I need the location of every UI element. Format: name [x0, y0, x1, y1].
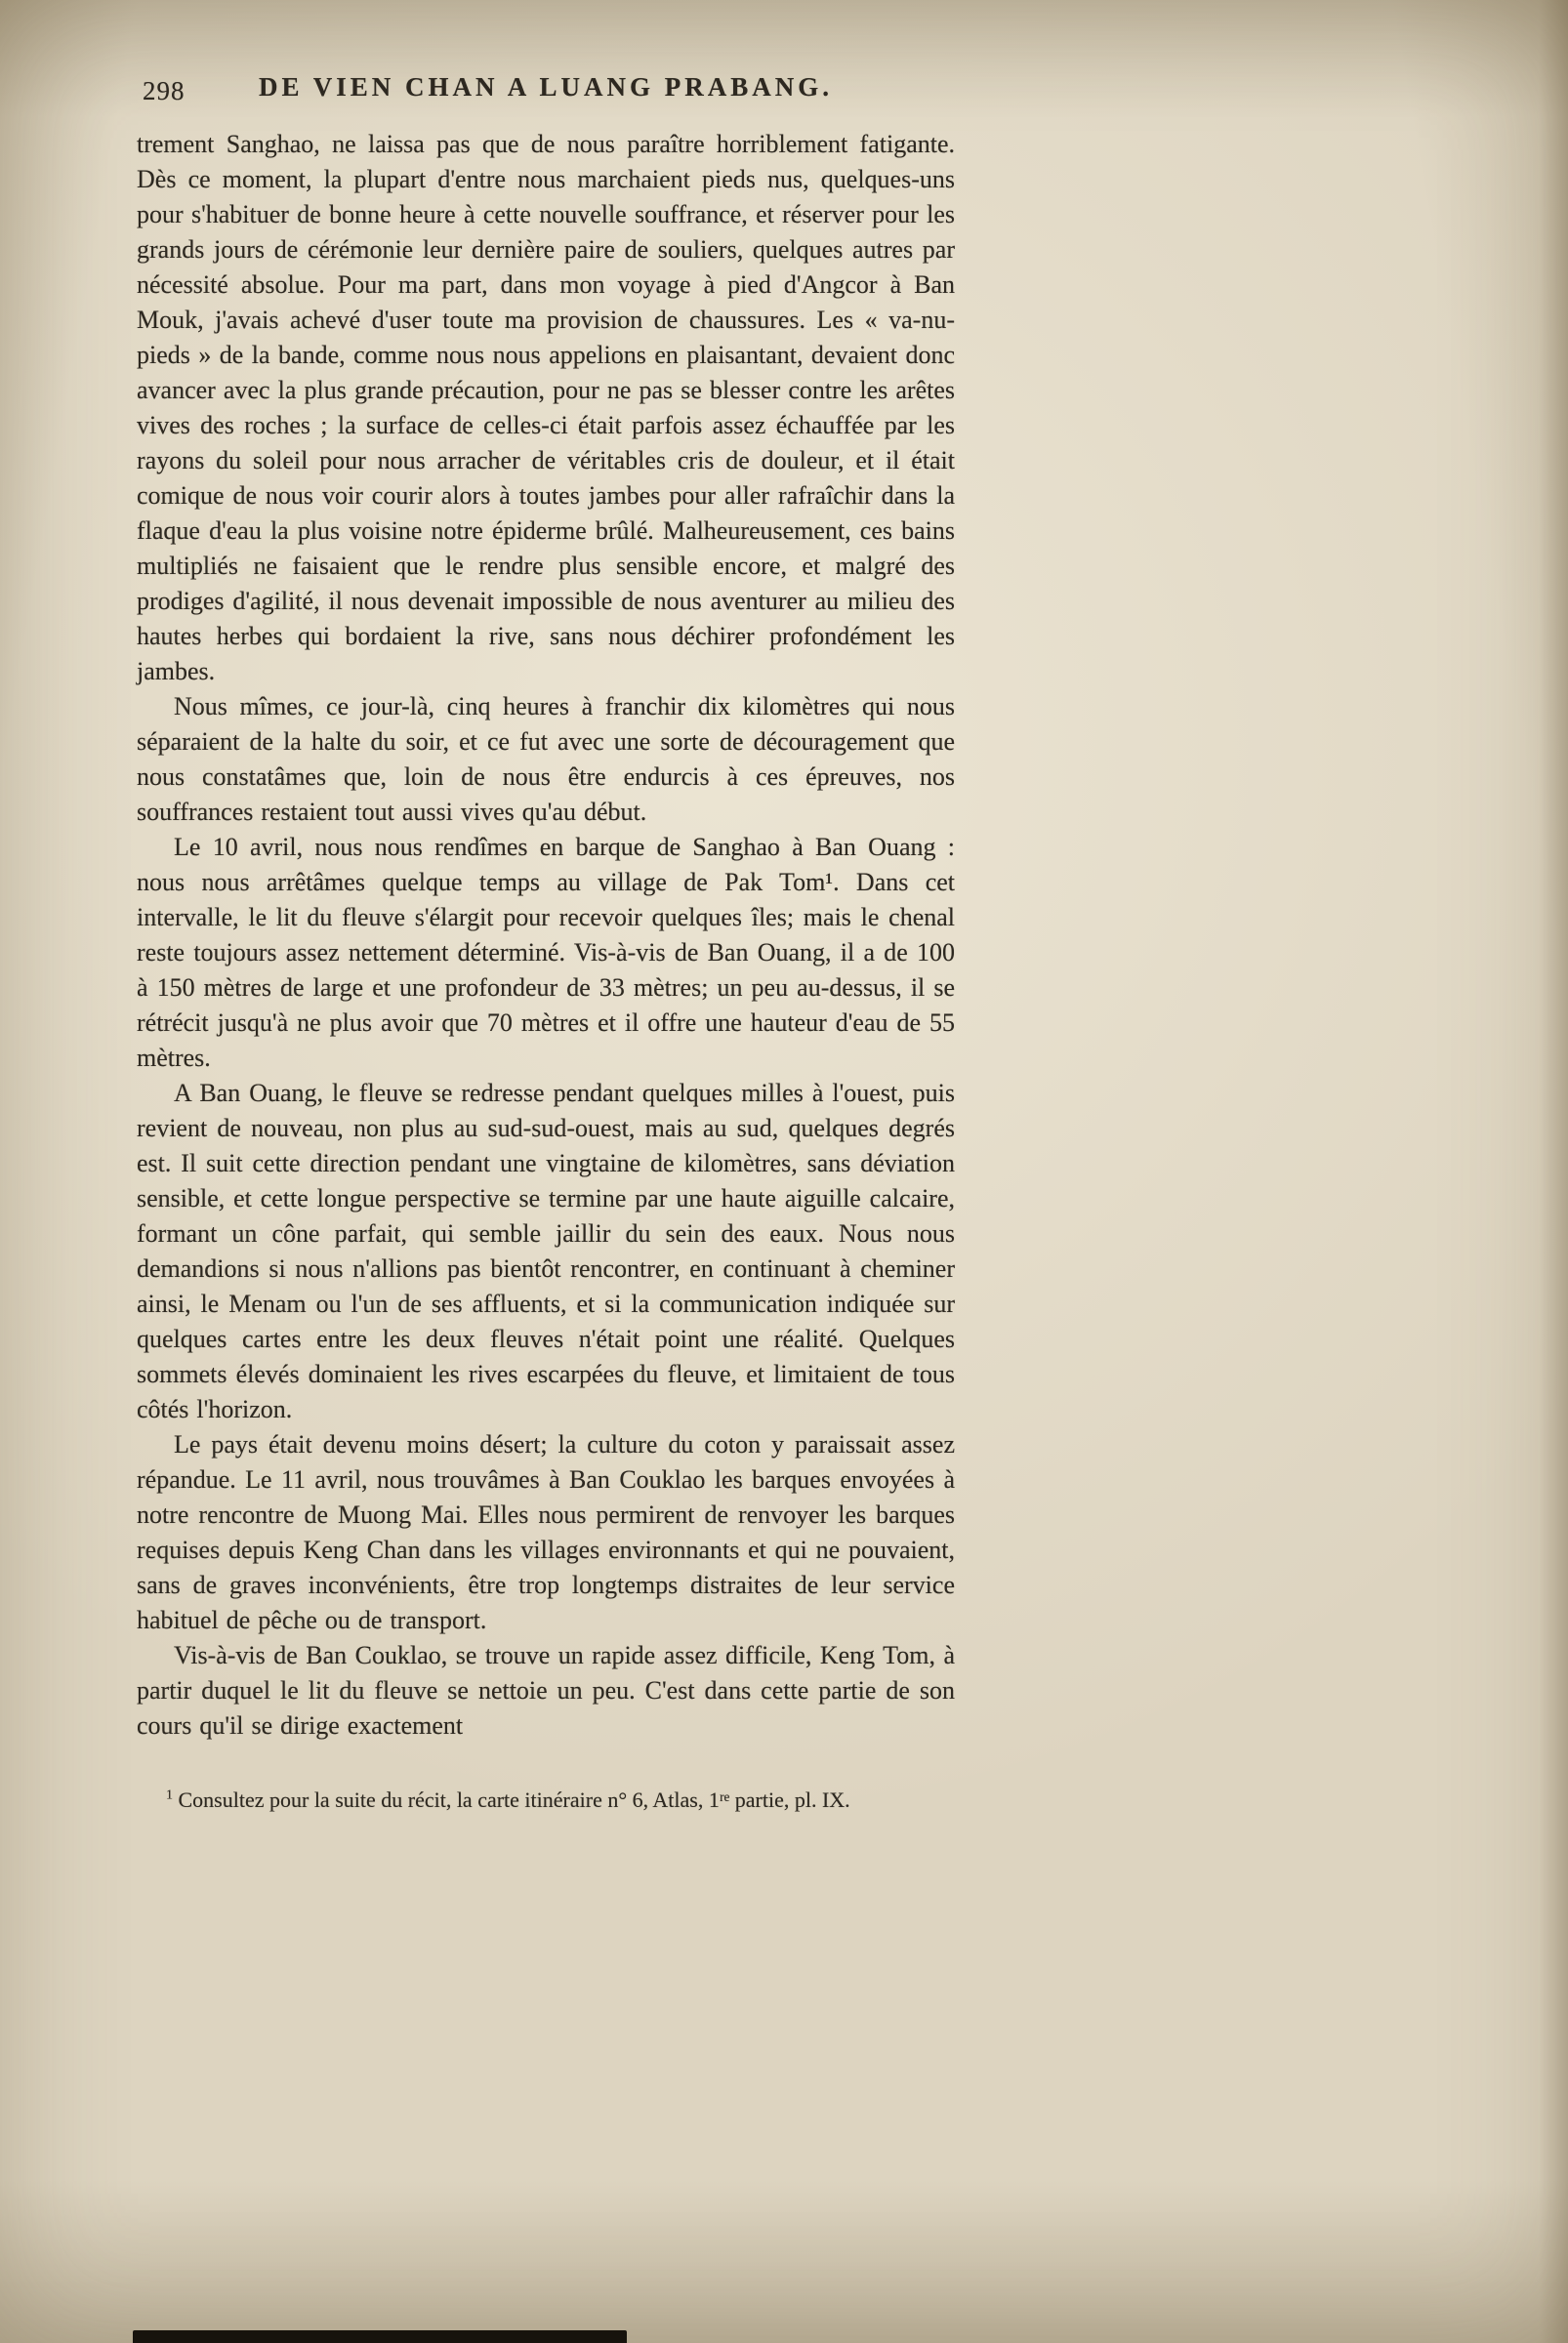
paragraph: Le 10 avril, nous nous rendîmes en barque de Sanghao à Ban Ouang : nous nous arrêtâmes quelque temps au village de Pak Tom¹. Dans cet intervalle, le lit du fleuve s'élargit pour recevoir quelques îles; mais le chenal reste toujours assez nettement déterminé. Vis-à-vis de Ban Ouang, il a de 100 à 150 mètres de large et une profondeur de 33 mètres; un peu au-dessus, il se rétrécit jusqu'à ne plus avoir que 70 mètres et il offre une hauteur d'eau de 55 mètres. — [137, 833, 955, 1072]
paragraph: Le pays était devenu moins désert; la culture du coton y paraissait assez répandue. Le 11 avril, nous trouvâmes à Ban Couklao les barques envoyées à notre rencontre de Muong Mai. Elles nous permirent de renvoyer les barques requises depuis Keng Chan dans les villages environnants et qui ne pouvaient, sans de graves inconvénients, être trop longtemps distraites de leur service habituel de pêche ou de transport. — [137, 1430, 955, 1634]
scan-artifact-strip — [133, 2330, 627, 2343]
page-header — [137, 66, 955, 119]
footnote-marker: 1 — [166, 1788, 173, 1803]
footnote — [137, 1787, 955, 1814]
paragraph: A Ban Ouang, le fleuve se redresse pendant quelques milles à l'ouest, puis revient de nouveau, non plus au sud-sud-ouest, mais au sud, quelques degrés est. Il suit cette direction pendant une vingtaine de kilomètres, sans déviation sensible, et cette longue perspective se termine par une haute aiguille calcaire, formant un cône parfait, qui semble jaillir du sein des eaux. Nous nous demandions si nous n'allions pas bientôt rencontrer, en continuant à cheminer ainsi, le Menam ou l'un de ses affluents, et si la communication indiquée sur quelques cartes entre les deux fleuves n'était point une réalité. Quelques sommets élevés dominaient les rives escarpées du fleuve, et limitaient de tous côtés l'horizon. — [137, 1079, 955, 1423]
paragraph: Nous mîmes, ce jour-là, cinq heures à franchir dix kilomètres qui nous séparaient de la halte du soir, et ce fut avec une sorte de découragement que nous constatâmes que, loin de nous être endurcis à ces épreuves, nos souffrances restaient tout aussi vives qu'au début. — [137, 692, 955, 826]
page-edge-shading — [1539, 0, 1568, 2343]
footnote-text: Consultez pour la suite du récit, la carte itinéraire n° 6, Atlas, 1ʳᵉ partie, pl. IX. — [173, 1788, 850, 1812]
page-number: 298 — [143, 76, 186, 105]
paragraph-continuation: trement Sanghao, ne laissa pas que de nous paraître horriblement fatigante. Dès ce moment, la plupart d'entre nous marchaient pieds nus, quelques-uns pour s'habituer de bonne heure à cette nouvelle souffrance, et réserver pour les grands jours de cérémonie leur dernière paire de souliers, quelques autres par nécessité absolue. Pour ma part, dans mon voyage à pied d'Angcor à Ban Mouk, j'avais achevé d'user toute ma provision de chaussures. Les « va-nu-pieds » de la bande, comme nous nous appelions en plaisantant, devaient donc avancer avec la plus grande précaution, pour ne pas se blesser contre les arêtes vives des roches ; la surface de celles-ci était parfois assez échauffée par les rayons du soleil pour nous arracher de véritables cris de douleur, et il était comique de nous voir courir alors à toutes jambes pour aller rafraîchir dans la flaque d'eau la plus voisine notre épiderme brûlé. Malheureusement, ces bains multipliés ne faisaient que le rendre plus sensible encore, et malgré des prodiges d'agilité, il nous devenait impossible de nous aventurer au milieu des hautes herbes qui bordaient la rive, sans nous déchirer profondément les jambes. — [137, 130, 955, 685]
paragraph: Vis-à-vis de Ban Couklao, se trouve un rapide assez difficile, Keng Tom, à partir duquel le lit du fleuve se nettoie un peu. C'est dans cette partie de son cours qu'il se dirige exactement — [137, 1641, 955, 1740]
text-column — [137, 66, 955, 1814]
running-header-title: DE VIEN CHAN A LUANG PRABANG. — [258, 72, 834, 102]
